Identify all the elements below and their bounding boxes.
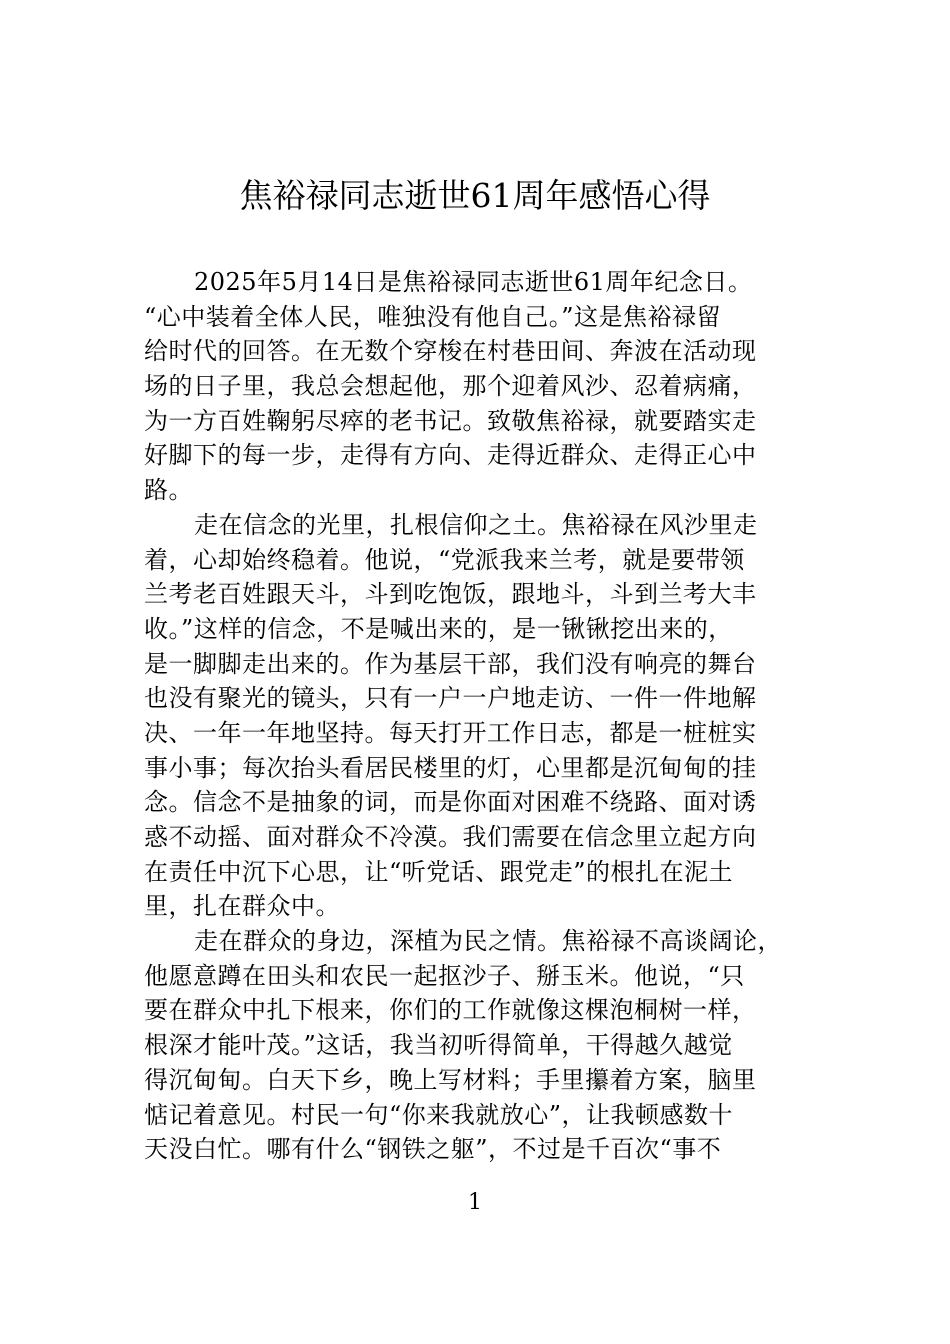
- page-title: 焦裕禄同志逝世61周年感悟心得: [239, 176, 711, 215]
- text-line: 着，心却始终稳着。他说，“党派我来兰考，就是要带领: [144, 545, 745, 574]
- text-line: 给时代的回答。在无数个穿梭在村巷田间、奔波在活动现: [144, 337, 757, 366]
- text-line: 兰考老百姓跟天斗，斗到吃饱饭，跟地斗，斗到兰考大丰: [144, 580, 757, 609]
- text-line: 收。”这样的信念，不是喊出来的，是一锹锹挖出来的，: [144, 614, 733, 643]
- text-line: 要在群众中扎下根来，你们的工作就像这棵泡桐树一样，: [144, 996, 757, 1025]
- text-line: 在责任中沉下心思，让“听党话、跟党走”的根扎在泥土: [144, 857, 734, 886]
- text-line: “心中装着全体人民，唯独没有他自己。”这是焦裕禄留: [144, 302, 722, 331]
- text-line: 路。: [144, 476, 193, 505]
- text-line: 他愿意蹲在田头和农民一起抠沙子、掰玉米。他说，“只: [144, 961, 745, 990]
- text-line: 里，扎在群众中。: [144, 892, 340, 921]
- text-line: 惦记着意见。村民一句“你来我就放心”，让我顿感数十: [144, 1100, 734, 1129]
- text-line: 场的日子里，我总会想起他，那个迎着风沙、忍着病痛，: [144, 372, 757, 401]
- text-line: 得沉甸甸。白天下乡，晚上写材料；手里攥着方案，脑里: [144, 1065, 757, 1094]
- text-line: 惑不动摇、面对群众不冷漠。我们需要在信念里立起方向: [144, 823, 757, 851]
- text-line: 念。信念不是抽象的词，而是你面对困难不绕路、面对诱: [144, 788, 757, 817]
- text-line: 好脚下的每一步，走得有方向、走得近群众、走得正心中: [144, 441, 757, 470]
- text-line: 为一方百姓鞠躬尽瘁的老书记。致敬焦裕禄，就要踏实走: [144, 406, 757, 435]
- text-line: 决、一年一年地坚持。每天打开工作日志，都是一桩桩实: [144, 718, 757, 747]
- text-line: 是一脚脚走出来的。作为基层干部，我们没有响亮的舞台: [144, 649, 757, 678]
- text-line: 根深才能叶茂。”这话，我当初听得简单，干得越久越觉: [144, 1031, 733, 1060]
- text-line: 事小事；每次抬头看居民楼里的灯，心里都是沉甸甸的挂: [144, 753, 757, 782]
- text-line: 也没有聚光的镜头，只有一户一户地走访、一件一件地解: [144, 684, 757, 713]
- text-line: 天没白忙。哪有什么“钢铁之躯”，不过是千百次“事不: [144, 1135, 722, 1164]
- body-text: [144, 265, 814, 1167]
- text-line: 走在信念的光里，扎根信仰之土。焦裕禄在风沙里走: [194, 510, 758, 539]
- text-line: 走在群众的身边，深植为民之情。焦裕禄不高谈阔论，: [194, 927, 782, 956]
- text-line: 2025年5月14日是焦裕禄同志逝世61周年纪念日。: [194, 268, 753, 296]
- page-number: 1: [468, 1190, 482, 1215]
